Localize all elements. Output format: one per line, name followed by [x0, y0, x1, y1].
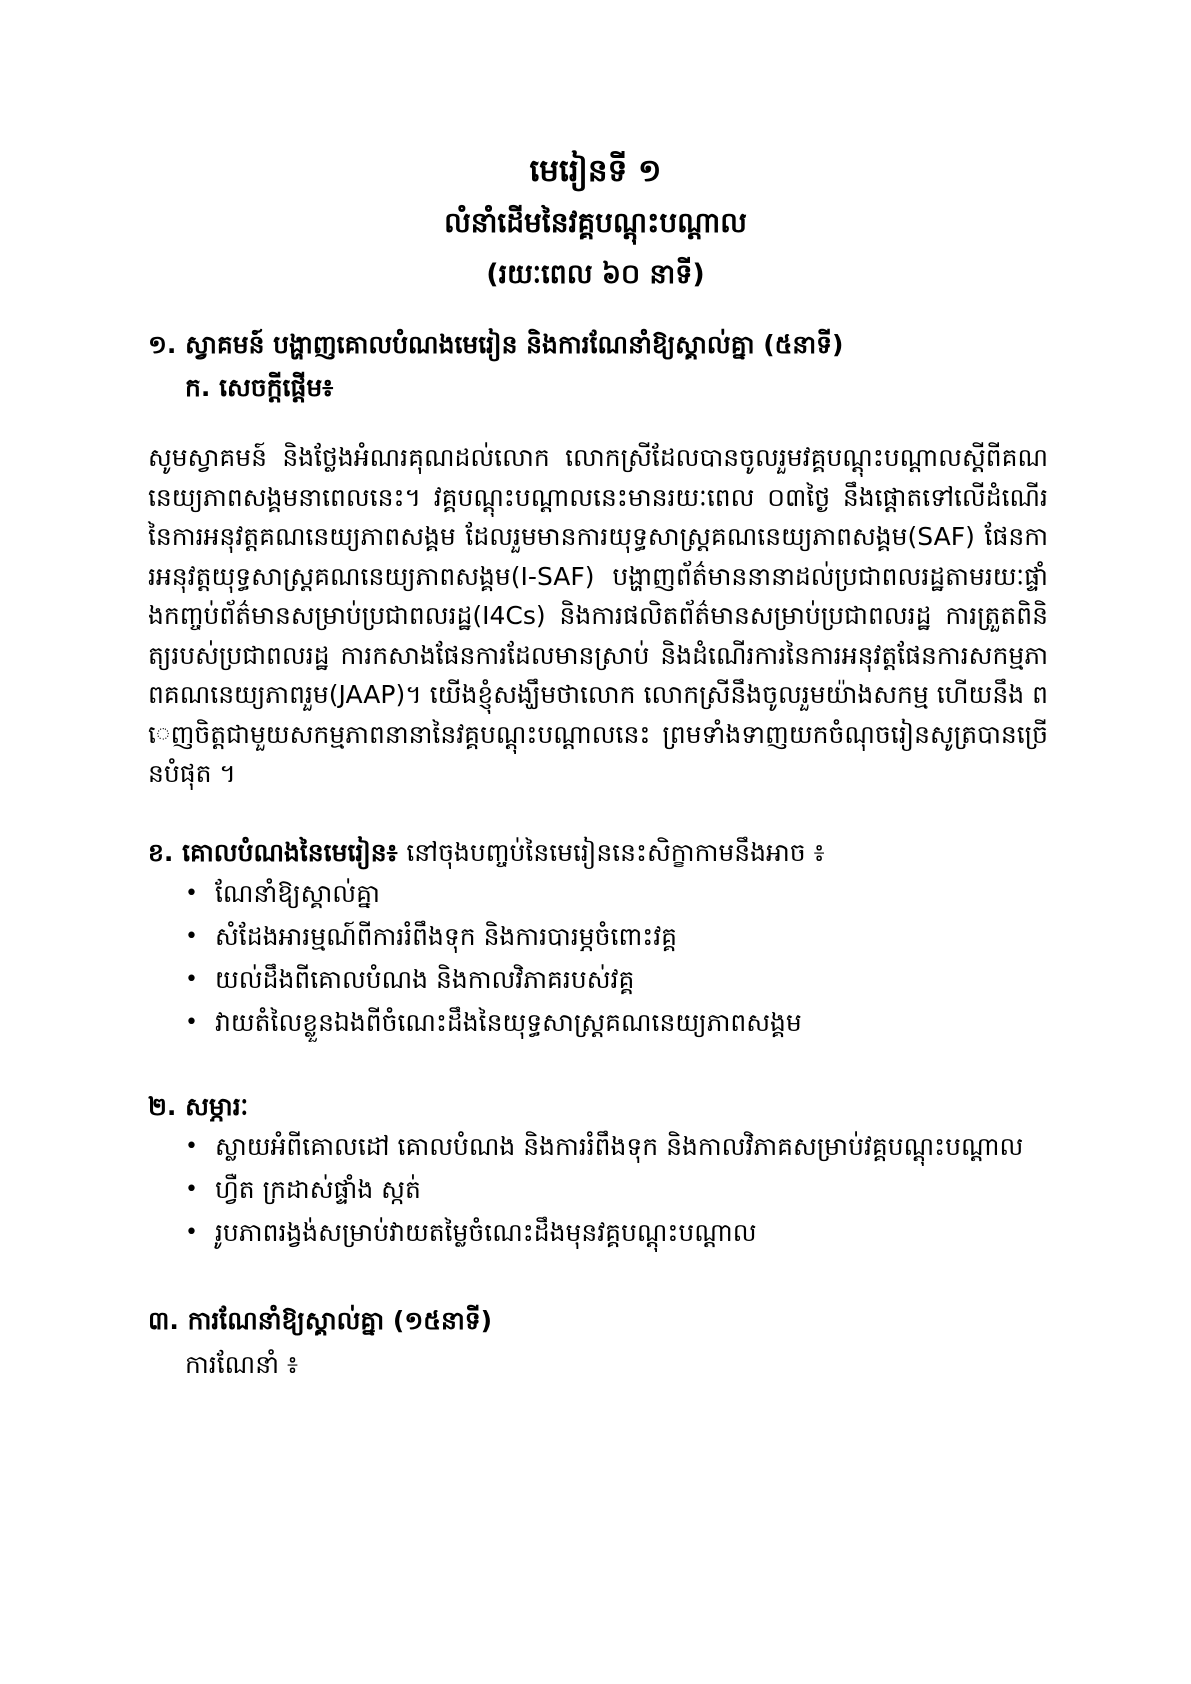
objectives-heading-label: ខ. គោលបំណងនៃមេរៀន៖	[148, 838, 398, 867]
instruction-label: ការណែនាំ ៖	[185, 1350, 298, 1379]
objectives-list	[185, 872, 802, 1044]
material-item: • ស្លាយអំពីគោលដៅ គោលបំណង និងការរំពឹងទុក និងកាលវិភាគសម្រាប់វគ្គបណ្តុះបណ្តាល	[185, 1125, 1023, 1168]
objective-item: • វាយតំលៃខ្លួនឯងពីចំណេះដឹងនៃយុទ្ធសាស្ត្រគណនេយ្យភាពសង្គម	[185, 1001, 802, 1044]
objective-item: • សំដែងអារម្មណ៍ពីការរំពឹងទុក និងការបារម្ភចំពោះវគ្គ	[185, 915, 802, 958]
lesson-subtitle: លំនាំដើមនៃវគ្គបណ្តុះបណ្តាល	[444, 206, 747, 239]
objective-item: • ណែនាំឱ្យស្គាល់គ្នា	[185, 872, 802, 915]
section-4-heading: ៣. ការណែនាំឱ្យស្គាល់គ្នា (១៥នាទី)	[148, 1306, 493, 1335]
material-item: • រូបភាពរង្វង់សម្រាប់វាយតម្លៃចំណេះដឹងមុនវគ្គបណ្តុះបណ្តាល	[185, 1211, 1023, 1254]
lesson-duration: (រយៈពេល ៦០ នាទី)	[486, 259, 705, 290]
materials-list	[185, 1125, 1023, 1254]
section-2-heading	[148, 838, 825, 874]
objective-item: • យល់ដឹងពីគោលបំណង និងកាលវិភាគរបស់វគ្គ	[185, 958, 802, 1001]
introduction-paragraph: សូមស្វាគមន៍ និងថ្លែងអំណរគុណដល់លោក លោកស្រីដែលបានចូលរួមវគ្គបណ្តុះបណ្តាលស្តីពីគណនេយ្យភាពសង្គមនាពេលនេះ។ វគ្គបណ្តុះបណ្តាលនេះមានរយៈពេល ០៣ថ្ងៃ នឹងផ្តោតទៅលើដំណើរនៃការអនុវត្តគណនេយ្យភាពសង្គម ដែលរួមមានការយុទ្ធសាស្ត្រគណនេយ្យភាពសង្គម(SAF) ផែនការអនុវត្តយុទ្ធសាស្ត្រគណនេយ្យភាពសង្គម(I-SAF) បង្ហាញព័ត៌មាននានាដល់ប្រជាពលរដ្ឋតាមរយៈផ្ទាំងកញ្ចប់ព័ត៌មានសម្រាប់ប្រជាពលរដ្ឋ(I4Cs) និងការផលិតព័ត៌មានសម្រាប់ប្រជាពលរដ្ឋ ការត្រួតពិនិត្យរបស់ប្រជាពលរដ្ឋ ការកសាងផែនការដែលមានស្រាប់ និងដំណើរការនៃការអនុវត្តផែនការសកម្មភាពគណនេយ្យភាពរួម(JAAP)។ យើងខ្ញុំសង្ឃឹមថាលោក លោកស្រីនឹងចូលរួមយ៉ាងសកម្ម ហើយនឹង ពេញចិត្តជាមួយសកម្មភាពនានានៃវគ្គបណ្តុះបណ្តាលនេះ ព្រមទាំងទាញយកចំណុចរៀនសូត្របានច្រើនបំផុត ។	[148, 443, 1048, 788]
section-1-heading: ១. ស្វាគមន៍ បង្ហាញគោលបំណងមេរៀន និងការណែនាំឱ្យស្គាល់គ្នា (៥នាទី)	[148, 330, 844, 359]
lesson-title: មេរៀនទី ១	[529, 153, 662, 189]
introduction-subheading: ក. សេចក្តីផ្តើម៖	[185, 373, 334, 402]
section-3-heading: ២. សម្ភារៈ	[148, 1092, 249, 1121]
objectives-heading-tail: នៅចុងបញ្ចប់នៃមេរៀននេះសិក្ខាកាមនឹងអាច ៖	[406, 838, 825, 867]
material-item: • ហ្វឺត ក្រដាស់ផ្ទាំង ស្កត់	[185, 1168, 1023, 1211]
